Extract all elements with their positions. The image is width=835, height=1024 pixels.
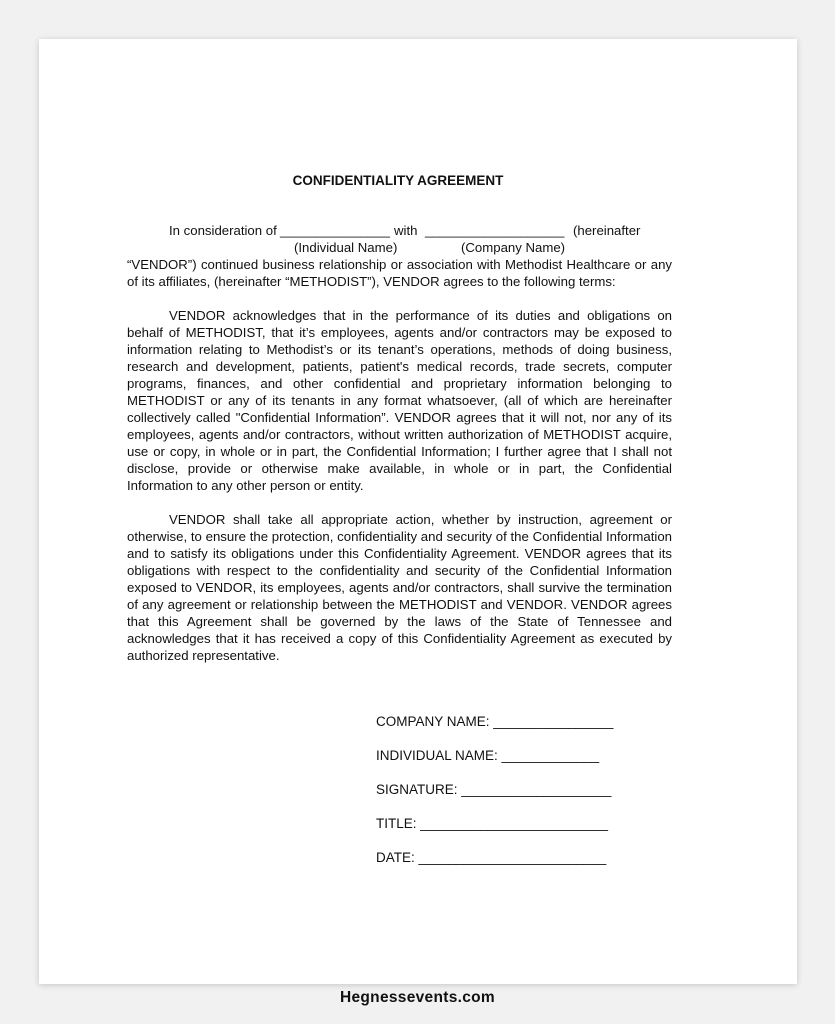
paragraph-acknowledgement: VENDOR acknowledges that in the performance of its duties and obligations on behalf of METHODIST, that it’s employees, agents and/or contractors may be exposed to information relating to Methodist’s or its tenant’s operations, methods of doing business, research and development, patients, patient's medical records, trade secrets, computer programs, finances, and other confidential and proprietary information belonging to METHODIST or any of its tenants in any format whatsoever, (all of which are hereinafter collectively called "Confidential Information”. VENDOR agrees that it will not, nor any of its employees, agents and/or contractors, without written authorization of METHODIST acquire, use or copy, in whole or in part, the Confidential Information; I further agree that I shall not disclose, provide or otherwise make available, in whole or in part, the Confidential Information to any other person or entity. [127, 308, 672, 493]
document-title: CONFIDENTIALITY AGREEMENT [292, 173, 504, 188]
individual-name-label: (Individual Name) [294, 240, 398, 255]
signature-fields [376, 714, 613, 884]
consideration-intro: In consideration of [169, 223, 277, 238]
company-name-label: (Company Name) [461, 240, 566, 255]
watermark: Hegnessevents.com [340, 989, 495, 1006]
company-name-blank: ___________________ [425, 223, 565, 238]
hereinafter-text: (hereinafter [573, 223, 641, 238]
paragraph-obligations: VENDOR shall take all appropriate action, whether by instruction, agreement or otherwise, to ensure the protection, confidentiality and security of the Confidential Information and to satisfy its obligations under this Confidentiality Agreement. VENDOR agrees that its obligations with respect to the confidentiality and security of the Confidential Information exposed to VENDOR, its employees, agents and/or contractors, shall survive the termination of any agreement or relationship between the METHODIST and VENDOR. VENDOR agrees that this Agreement shall be governed by the laws of the State of Tennessee and acknowledges that it has received a copy of this Confidentiality Agreement as executed by authorized representative. [127, 512, 672, 663]
consideration-line [127, 222, 672, 239]
consideration-paragraph [127, 222, 672, 290]
with-text: with [394, 223, 418, 238]
document-page [39, 39, 797, 984]
individual-name-field: INDIVIDUAL NAME: _____________ [376, 748, 600, 763]
title-field: TITLE: _________________________ [376, 816, 608, 831]
blank-labels [127, 239, 672, 256]
consideration-text: “VENDOR”) continued business relationship or association with Methodist Healthcare or any of its affiliates, (hereinafter “METHODIST”), VENDOR agrees to the following terms: [127, 257, 672, 289]
company-name-field: COMPANY NAME: ________________ [376, 714, 614, 729]
signature-field: SIGNATURE: ____________________ [376, 782, 612, 797]
individual-name-blank: _______________ [280, 223, 391, 238]
date-field: DATE: _________________________ [376, 850, 607, 865]
